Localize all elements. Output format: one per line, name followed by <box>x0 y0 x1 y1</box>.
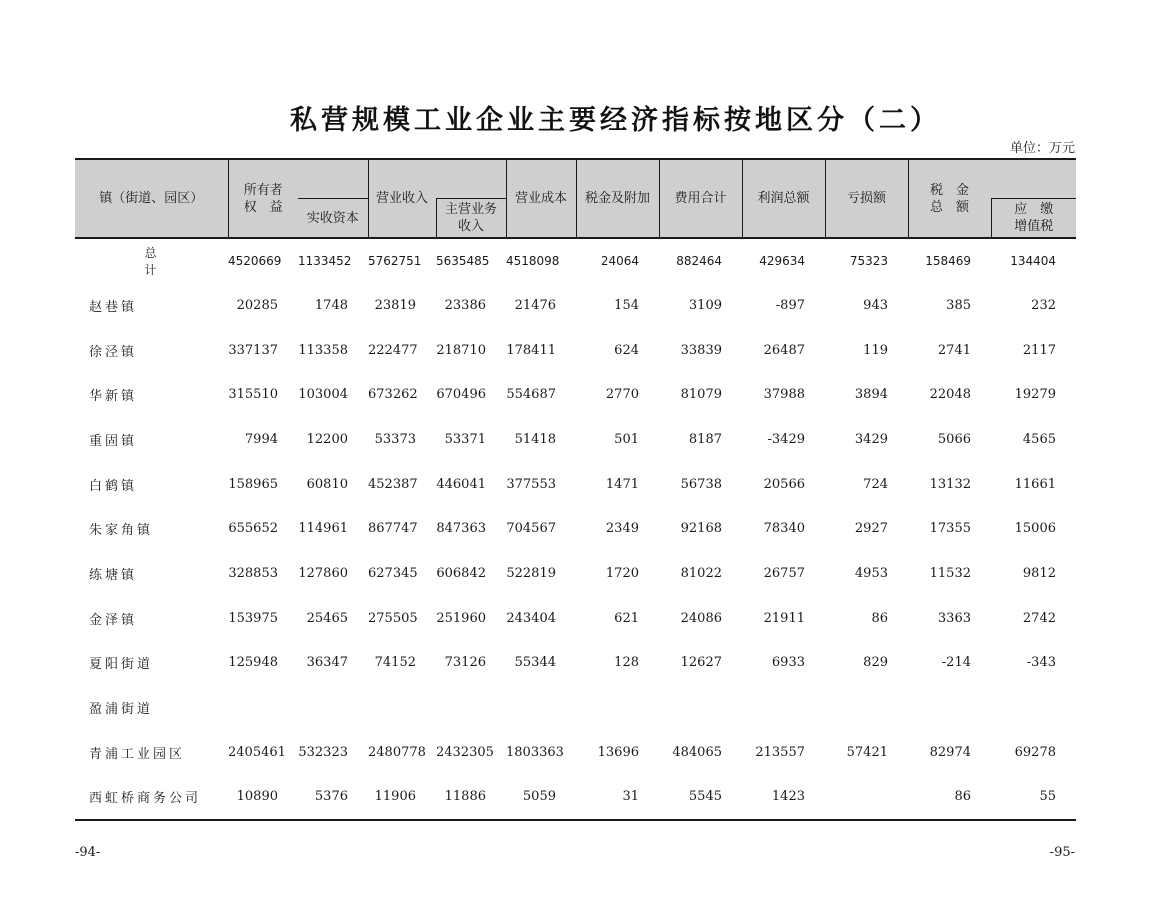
cell-value: 134404 <box>1010 254 1056 268</box>
cell-value: 11532 <box>929 565 971 581</box>
cell-value: 5545 <box>659 775 742 821</box>
cell-value: 24086 <box>680 610 722 626</box>
cell-value: 51418 <box>514 431 556 447</box>
cell-value: -897 <box>775 297 805 313</box>
cell-value: -3429 <box>767 431 805 447</box>
header-main-revenue: 主营业务 收入 <box>436 199 506 239</box>
cell-value: 847363 <box>436 521 486 537</box>
cell-value: 33839 <box>680 342 722 358</box>
cell-value: 15006 <box>1014 521 1056 537</box>
row-name: 重固镇 <box>89 433 138 449</box>
cell-value: 9812 <box>1022 565 1056 581</box>
cell-value: 86 <box>908 775 991 821</box>
header-cost: 营业成本 <box>506 159 576 238</box>
cell-value: 57421 <box>846 744 888 760</box>
cell-value <box>506 685 576 730</box>
table-row <box>75 551 1076 596</box>
cell-value: 178411 <box>506 342 556 358</box>
cell-value: 218710 <box>436 342 486 358</box>
cell-value: 31 <box>576 775 659 821</box>
cell-value: 20285 <box>236 297 278 313</box>
cell-value: 12627 <box>680 655 722 671</box>
cell-value: 23386 <box>444 297 486 313</box>
row-name: 盈浦街道 <box>89 702 154 718</box>
cell-value: 154 <box>614 297 639 313</box>
cell-value: 2742 <box>1022 610 1056 626</box>
cell-value: 275505 <box>368 610 418 626</box>
cell-value: 56738 <box>680 476 722 492</box>
cell-value: -214 <box>941 655 971 671</box>
unit-label: 单位：万元 <box>1009 141 1075 156</box>
cell-value: 4953 <box>854 565 888 581</box>
cell-value: 243404 <box>506 610 556 626</box>
cell-value: 2927 <box>854 521 888 537</box>
page-title: 私营规模工业企业主要经济指标按地区分（二） <box>290 105 941 136</box>
row-name: 赵巷镇 <box>89 299 138 315</box>
cell-value: 5635485 <box>436 254 490 268</box>
cell-value: 385 <box>946 297 971 313</box>
cell-value: 4565 <box>1022 431 1056 447</box>
row-name: 练塘镇 <box>89 567 138 583</box>
cell-value: 81079 <box>680 387 722 403</box>
cell-value: 12200 <box>306 431 348 447</box>
cell-value: 119 <box>863 342 888 358</box>
page-number-left: -94- <box>75 845 101 860</box>
cell-value: 53371 <box>444 431 486 447</box>
cell-value: 23819 <box>374 297 416 313</box>
row-name: 青浦工业园区 <box>89 746 186 762</box>
cell-value: 2117 <box>1022 342 1056 358</box>
cell-value: 26487 <box>763 342 805 358</box>
cell-value: 78340 <box>763 521 805 537</box>
cell-value: 670496 <box>436 387 486 403</box>
cell-value: 125948 <box>228 655 278 671</box>
table-row <box>75 283 1076 328</box>
row-name: 总 计 <box>144 246 229 277</box>
cell-value: 377553 <box>506 476 556 492</box>
table-row <box>75 596 1076 641</box>
cell-value: 5762751 <box>368 254 422 268</box>
row-name: 西虹桥商务公司 <box>75 775 228 821</box>
total-row <box>75 238 1076 283</box>
cell-value: 53373 <box>374 431 416 447</box>
cell-value: 3429 <box>854 431 888 447</box>
cell-value: 158965 <box>228 476 278 492</box>
cell-value: 92168 <box>680 521 722 537</box>
cell-value: 2349 <box>605 521 639 537</box>
cell-value: 55 <box>991 775 1076 821</box>
cell-value: 1720 <box>605 565 639 581</box>
cell-value: 1471 <box>605 476 639 492</box>
cell-value: -343 <box>1026 655 1056 671</box>
cell-value: 3363 <box>937 610 971 626</box>
cell-value: 251960 <box>436 610 486 626</box>
cell-value: 532323 <box>298 744 348 760</box>
cell-value: 554687 <box>506 387 556 403</box>
cell-value: 213557 <box>755 744 805 760</box>
cell-value <box>825 775 908 821</box>
cell-value: 74152 <box>374 655 416 671</box>
header-expenses: 费用合计 <box>659 159 742 238</box>
cell-value: 501 <box>614 431 639 447</box>
cell-value: 4518098 <box>506 254 560 268</box>
cell-value: 5066 <box>937 431 971 447</box>
cell-value: 2432305 <box>436 744 494 760</box>
cell-value: 222477 <box>368 342 418 358</box>
cell-value <box>368 685 436 730</box>
cell-value: 81022 <box>680 565 722 581</box>
table-row <box>75 730 1076 775</box>
cell-value: 22048 <box>929 387 971 403</box>
row-name: 朱家角镇 <box>89 523 154 539</box>
cell-value: 6933 <box>771 655 805 671</box>
row-name: 夏阳街道 <box>89 657 154 673</box>
header-vat: 应 缴 增值税 <box>991 199 1076 239</box>
cell-value: 26757 <box>763 565 805 581</box>
row-name: 徐泾镇 <box>89 344 138 360</box>
cell-value <box>908 685 991 730</box>
cell-value: 232 <box>1031 297 1056 313</box>
cell-value: 17355 <box>929 521 971 537</box>
cell-value: 624 <box>614 342 639 358</box>
cell-value: 8187 <box>688 431 722 447</box>
header-town: 镇（街道、园区） <box>75 159 228 238</box>
cell-value: 337137 <box>228 342 278 358</box>
cell-value: 867747 <box>368 521 418 537</box>
cell-value: 75323 <box>849 254 888 268</box>
cell-value: 3109 <box>688 297 722 313</box>
cell-value: 82974 <box>929 744 971 760</box>
header-loss: 亏损额 <box>825 159 908 238</box>
cell-value: 606842 <box>436 565 486 581</box>
cell-value: 158469 <box>925 254 971 268</box>
cell-value: 36347 <box>306 655 348 671</box>
cell-value: 452387 <box>368 476 418 492</box>
cell-value: 113358 <box>298 342 348 358</box>
cell-value: 882464 <box>676 254 722 268</box>
header-paid-in: 实收资本 <box>298 199 368 239</box>
cell-value: 153975 <box>228 610 278 626</box>
cell-value: 429634 <box>759 254 805 268</box>
cell-value: 10890 <box>228 775 298 821</box>
cell-value: 484065 <box>672 744 722 760</box>
table-row <box>75 372 1076 417</box>
cell-value: 55344 <box>514 655 556 671</box>
cell-value: 315510 <box>228 387 278 403</box>
cell-value: 69278 <box>1014 744 1056 760</box>
cell-value: 19279 <box>1014 387 1056 403</box>
cell-value: 21911 <box>763 610 805 626</box>
table-row <box>75 775 1076 821</box>
cell-value <box>228 685 298 730</box>
header-blank <box>436 159 506 199</box>
cell-value: 655652 <box>228 521 278 537</box>
page-number-right: -95- <box>1049 845 1075 860</box>
cell-value: 37988 <box>763 387 805 403</box>
cell-value: 3894 <box>854 387 888 403</box>
table-body <box>75 238 1076 820</box>
row-name: 华新镇 <box>89 389 138 405</box>
cell-value: 11661 <box>1014 476 1056 492</box>
cell-value: 7994 <box>244 431 278 447</box>
cell-value: 128 <box>614 655 639 671</box>
header-tax-surcharge: 税金及附加 <box>576 159 659 238</box>
data-table <box>75 158 1076 821</box>
cell-value: 4520669 <box>228 254 282 268</box>
row-name: 金泽镇 <box>89 612 138 628</box>
cell-value: 829 <box>863 655 888 671</box>
cell-value <box>576 685 659 730</box>
cell-value: 86 <box>871 610 888 626</box>
cell-value: 13132 <box>929 476 971 492</box>
cell-value: 5059 <box>506 775 576 821</box>
cell-value: 2480778 <box>368 744 426 760</box>
table-row <box>75 328 1076 373</box>
header-revenue: 营业收入 <box>368 159 436 238</box>
header-blank <box>991 159 1076 199</box>
table-row <box>75 685 1076 730</box>
cell-value: 73126 <box>444 655 486 671</box>
cell-value: 11906 <box>368 775 436 821</box>
cell-value: 2741 <box>937 342 971 358</box>
table-row <box>75 506 1076 551</box>
table-row <box>75 462 1076 507</box>
cell-value: 11886 <box>436 775 506 821</box>
header-tax-total: 税 金 总 额 <box>908 159 991 238</box>
cell-value: 704567 <box>506 521 556 537</box>
cell-value: 20566 <box>763 476 805 492</box>
cell-value: 2405461 <box>228 744 286 760</box>
cell-value: 60810 <box>306 476 348 492</box>
cell-value: 5376 <box>298 775 368 821</box>
cell-value: 1748 <box>314 297 348 313</box>
cell-value: 13696 <box>597 744 639 760</box>
table-row <box>75 417 1076 462</box>
cell-value <box>436 685 506 730</box>
cell-value: 522819 <box>506 565 556 581</box>
cell-value: 103004 <box>298 387 348 403</box>
cell-value <box>825 685 908 730</box>
cell-value: 943 <box>863 297 888 313</box>
cell-value: 673262 <box>368 387 418 403</box>
cell-value: 627345 <box>368 565 418 581</box>
cell-value: 24064 <box>600 254 639 268</box>
cell-value: 1803363 <box>506 744 564 760</box>
cell-value: 446041 <box>436 476 486 492</box>
cell-value: 2770 <box>605 387 639 403</box>
cell-value: 724 <box>863 476 888 492</box>
cell-value: 328853 <box>228 565 278 581</box>
cell-value: 127860 <box>298 565 348 581</box>
cell-value: 1133452 <box>298 254 352 268</box>
cell-value: 25465 <box>306 610 348 626</box>
header-blank <box>298 159 368 199</box>
table-row <box>75 641 1076 686</box>
cell-value: 621 <box>614 610 639 626</box>
cell-value <box>659 685 742 730</box>
cell-value <box>742 685 825 730</box>
row-name: 白鹤镇 <box>89 478 138 494</box>
header-profit: 利润总额 <box>742 159 825 238</box>
cell-value <box>298 685 368 730</box>
cell-value <box>991 685 1076 730</box>
cell-value: 1423 <box>742 775 825 821</box>
header-equity: 所有者 权 益 <box>228 159 298 238</box>
cell-value: 21476 <box>514 297 556 313</box>
cell-value: 114961 <box>298 521 348 537</box>
